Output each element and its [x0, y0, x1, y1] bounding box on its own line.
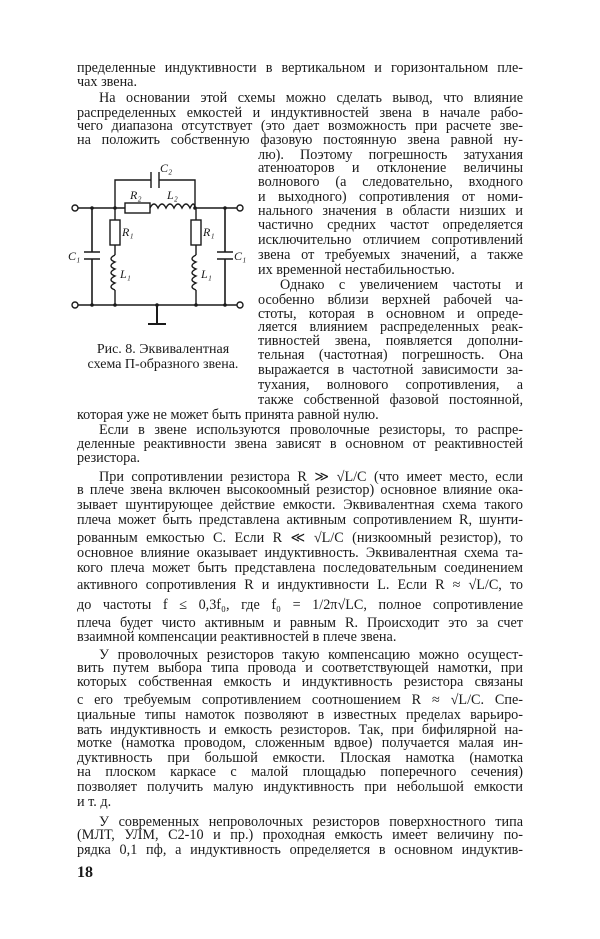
label-c2: C₂ — [160, 161, 173, 175]
resistor-r2 — [125, 203, 150, 213]
text-line: исключительно отличием сопротивлений — [258, 232, 523, 248]
resistor-r1-right — [191, 220, 201, 245]
text-line: зывает шунтирующее действие емкости. Эквивалентная схема такого — [77, 497, 523, 513]
capacitor-c1-left — [84, 208, 100, 305]
terminal-icon — [237, 205, 243, 211]
text-line: нального значения в области низших и — [258, 203, 523, 219]
text-line: мотке (намотка проводом, сложенным вдвое) получается малая ин- — [77, 735, 523, 751]
text-line: которых собственная емкость и индуктивность резистора связаны — [77, 674, 523, 690]
text-line: ляется влиянием распределенных реак- — [258, 319, 523, 335]
caption-line: схема П-образного звена. — [87, 357, 239, 372]
text-line: на положить собственную фазовую постоянную звена равной ну- — [77, 132, 523, 148]
inductor-l1-left — [111, 255, 115, 290]
text-line: также собственной фазовой постоянной, — [258, 392, 523, 408]
text-line: распределенных емкостей и индуктивностей звена в начале рабо- — [77, 105, 523, 121]
figure-caption — [68, 342, 258, 372]
text-line: до частоты f ≤ 0,3f₀, где f₀ = 1/2π√LC, полное сопротивление — [77, 597, 523, 613]
capacitor-c1-right — [217, 208, 233, 305]
text-line: звена от требуемых значений, а также — [258, 247, 523, 263]
text-line: (МЛТ, УЛМ, С2-10 и пр.) проходная емкость имеет величину по- — [77, 827, 523, 843]
text-line: с его требуемым сопротивлением соотношением R ≈ √L/C. Спе- — [77, 692, 523, 708]
text-line: основное влияние оказывает индуктивность. Эквивалентная схема та- — [77, 545, 523, 561]
text-line: особенно вблизи верхней рабочей ча- — [258, 292, 523, 308]
text-line: плеча может быть представлена активным сопротивлением R, шунти- — [77, 512, 523, 528]
text-line: позволяет получить малую индуктивность при небольшой емкости — [77, 779, 523, 795]
text-line: на плоском каркасе с малой площадью поперечного сечения) — [77, 764, 523, 780]
text-line: вить путем выбора типа провода и соответствующей намотки, при — [77, 660, 523, 676]
caption-line: Рис. 8. Эквивалентная — [96, 342, 230, 357]
text-line: и т. д. — [77, 794, 112, 810]
text-line: в плече звена включен высокоомный резистор) основное влияние ока- — [77, 482, 523, 498]
terminal-icon — [72, 205, 78, 211]
text-line: которая уже не может быть принята равной нулю. — [77, 407, 379, 423]
inductor-l2 — [150, 204, 195, 208]
text-line: кого плеча может быть представлена последовательным соединением — [77, 560, 523, 576]
text-line: дуктивность при большой емкости. Плоская намотка (намотка — [77, 750, 523, 766]
text-line: чего диапазона отсутствует (это дает возможность при расчете зве- — [77, 118, 523, 134]
resistor-r1-left — [110, 220, 120, 245]
text-line: волнового (а следовательно, входного — [258, 174, 523, 190]
text-line: циальные типы намоток позволяют в известных пределах варьиро- — [77, 707, 523, 723]
text-line: выражается в частотной зависимости за- — [258, 362, 523, 378]
text-line: У современных непроволочных резисторов поверхностного типа — [99, 814, 523, 830]
label-r1: R₁ — [203, 225, 215, 239]
terminal-icon — [72, 302, 78, 308]
text-line: взаимной компенсации реактивностей в плече звена. — [77, 629, 397, 645]
text-line: рованным емкостью C. Если R ≪ √L/C (низкоомный резистор), то — [77, 530, 523, 546]
text-line: У проволочных резисторов такую компенсацию можно осущест- — [99, 647, 523, 663]
text-line: При сопротивлении резистора R ≫ √L/C (что имеет место, если — [99, 469, 523, 485]
text-line: активного сопротивления R и индуктивности L. Если R ≈ √L/C, то — [77, 577, 523, 593]
label-l1: L₁ — [120, 267, 131, 281]
text-line: На основании этой схемы можно сделать вывод, что влияние — [99, 90, 523, 106]
text-line: тельная (частотная) погрешность. Она — [258, 347, 523, 363]
label-c1: C₁ — [234, 249, 247, 263]
text-line: пределенные индуктивности в вертикальном и горизонтальном пле- — [77, 60, 523, 76]
text-line: частично средних частот определяется — [258, 217, 523, 233]
circuit-diagram-figure — [60, 160, 260, 335]
text-line: тивностей звена, появляется дополни- — [258, 333, 523, 349]
inductor-l1-right — [192, 255, 196, 290]
text-line: вать индуктивность и емкость резисторов. Так, при бифилярной на- — [77, 722, 523, 738]
label-l2: L₂ — [167, 188, 178, 202]
text-line: Однако с увеличением частоты и — [280, 277, 523, 293]
label-c1: C₁ — [68, 249, 81, 263]
text-line: лю). Поэтому погрешность затухания — [258, 147, 523, 163]
text-line: их временной нестабильностью. — [258, 262, 455, 278]
text-line: плеча будет чисто активным и равным R. Происходит это за счет — [77, 615, 523, 631]
text-line: деленные реактивности звена зависят в основном от реактивностей — [77, 436, 523, 452]
text-line: тухания, волнового сопротивления, а — [258, 377, 523, 393]
text-line: и выходного) сопротивления от номи- — [258, 189, 523, 205]
text-line: резистора. — [77, 450, 141, 466]
terminal-icon — [237, 302, 243, 308]
label-r1: R₁ — [122, 225, 134, 239]
text-line: атенюаторов и отклонение величины — [258, 160, 523, 176]
label-r2: R₂ — [130, 188, 142, 202]
page-number: 18 — [77, 864, 93, 881]
text-line: рядка 0,1 пф, а индуктивность определяется в основном индуктив- — [77, 842, 523, 858]
label-l1: L₁ — [201, 267, 212, 281]
text-line: чах звена. — [77, 74, 138, 90]
text-line: стоты, которая в основном и опреде- — [258, 306, 523, 322]
ground-icon — [148, 305, 166, 324]
text-line: Если в звене используются проволочные резисторы, то распре- — [99, 422, 523, 438]
